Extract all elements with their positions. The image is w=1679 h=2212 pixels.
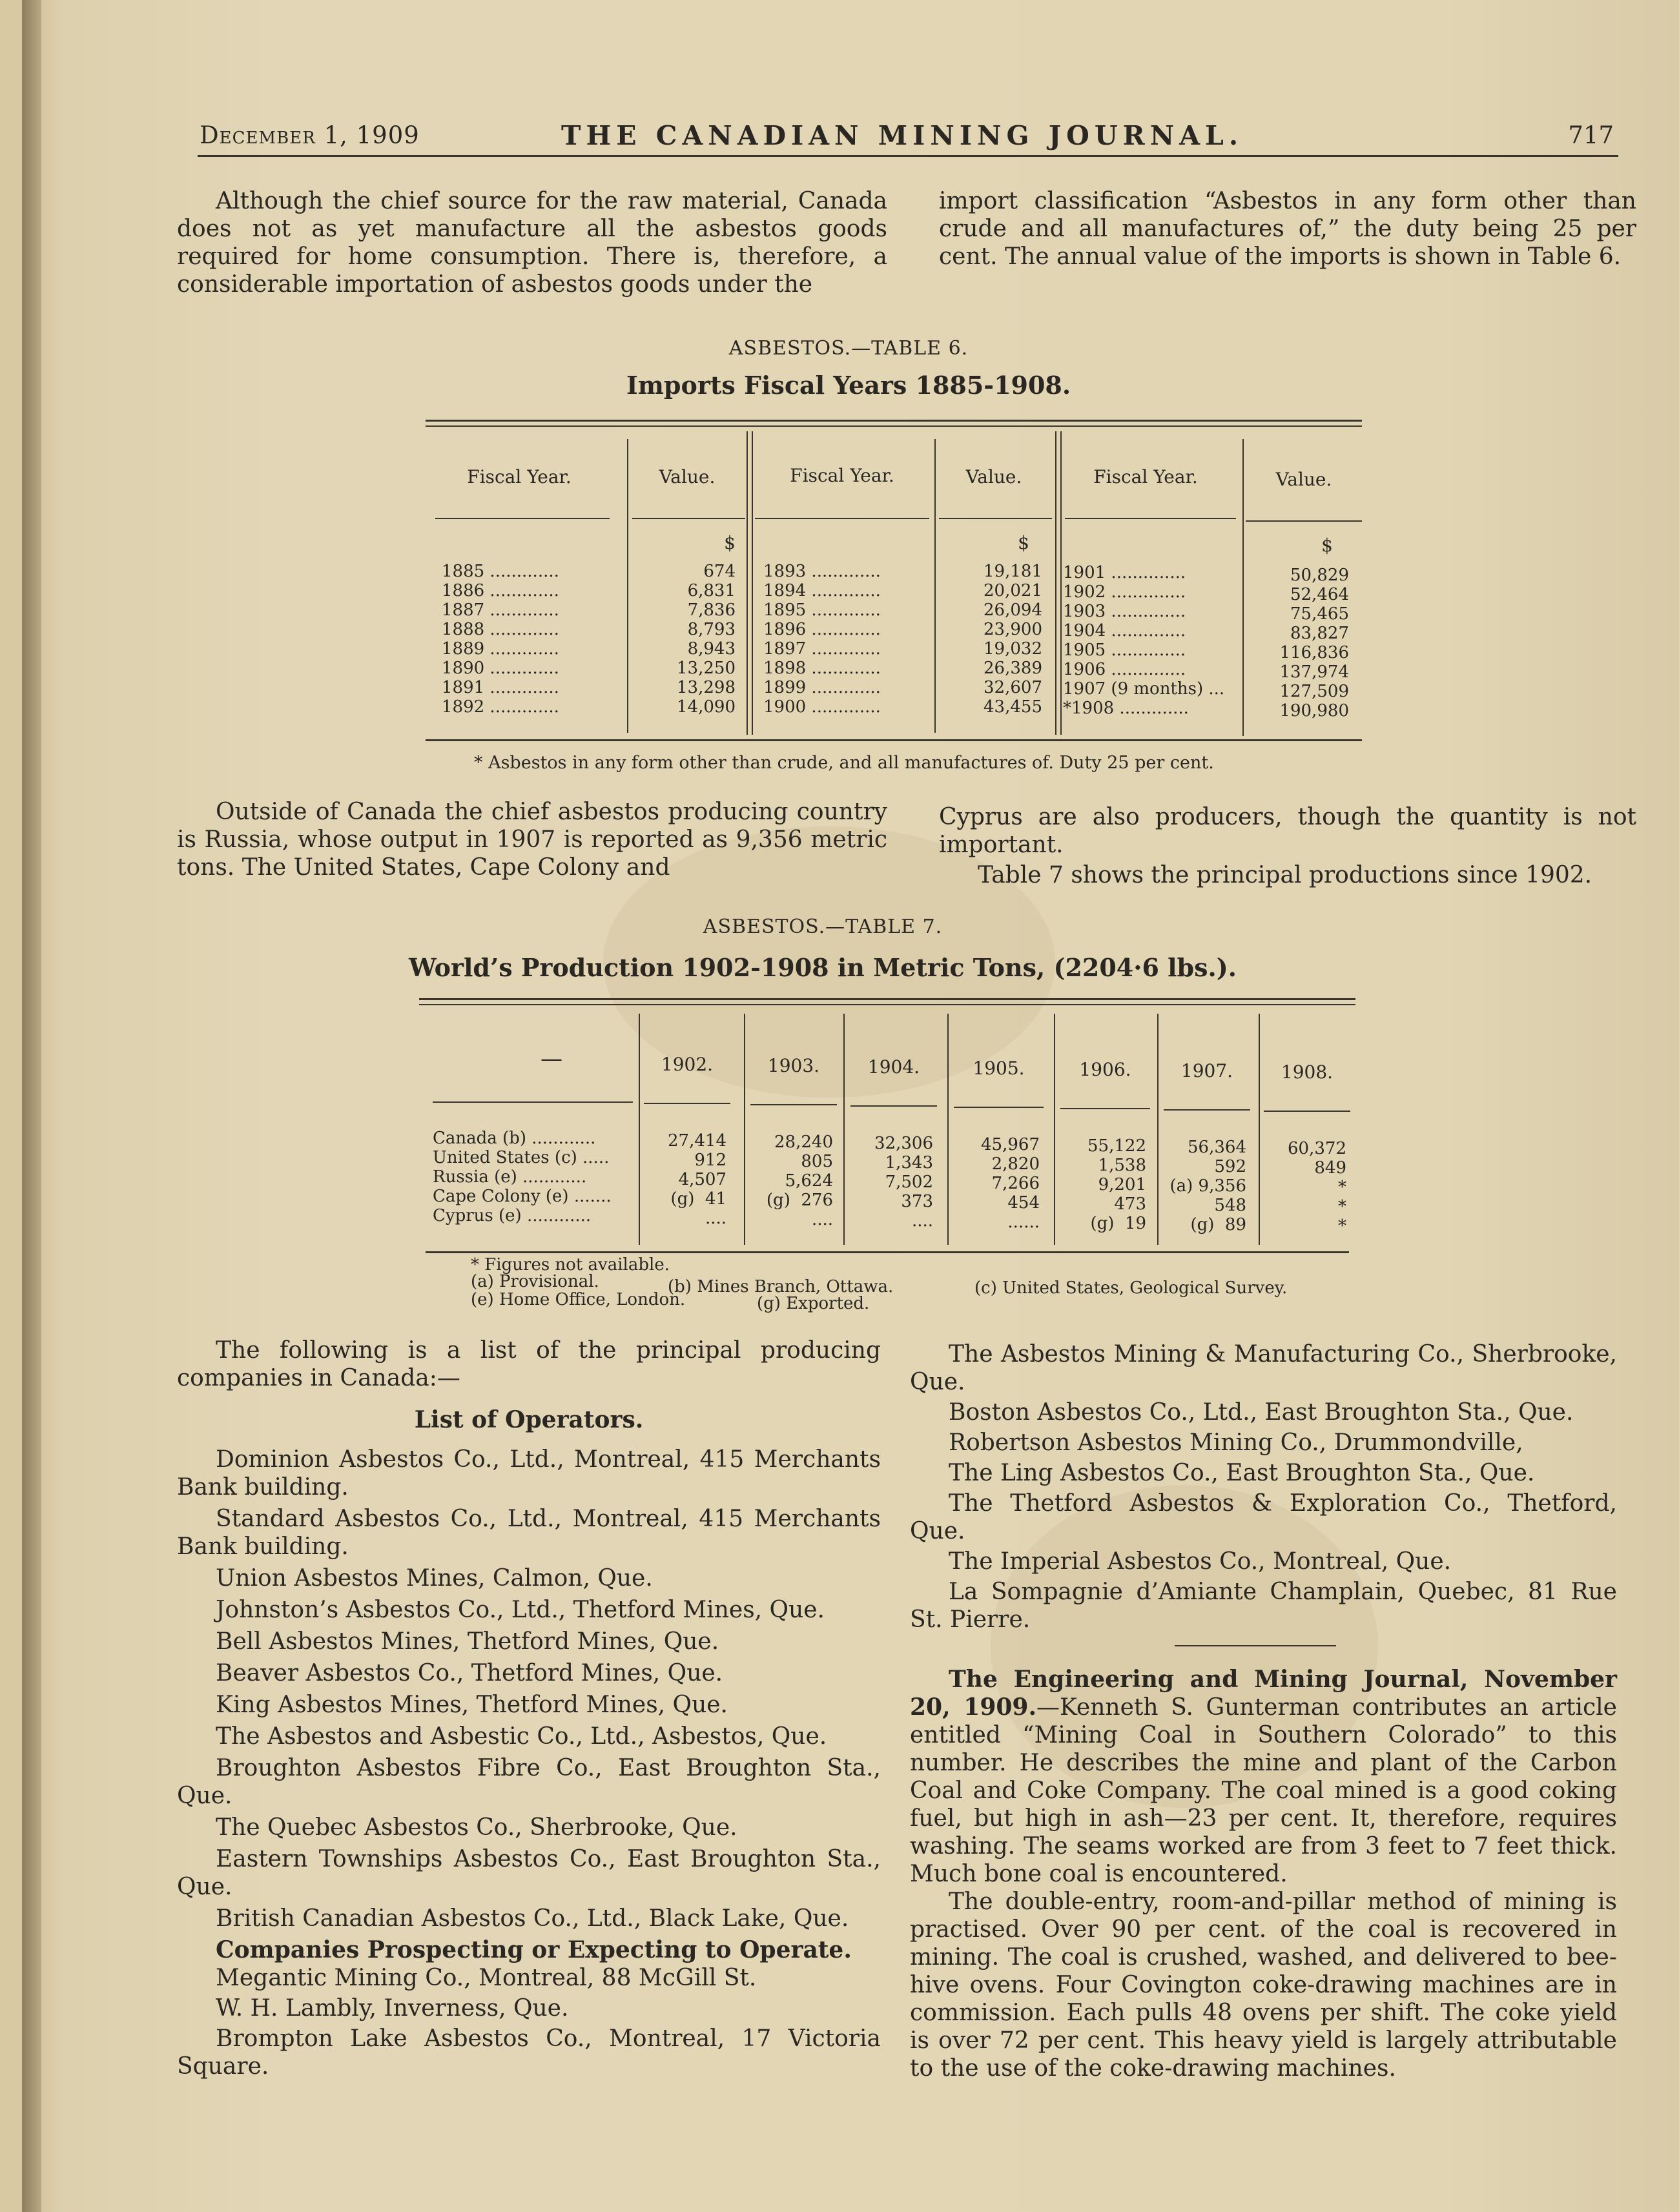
table7-data-cell: (g) 89 xyxy=(1190,1215,1246,1234)
table6-year-cell: 1892 ............. xyxy=(442,697,559,717)
table6-years-group-3 xyxy=(1063,563,1244,718)
table7-column-divider xyxy=(744,1014,745,1245)
table6-value-cell: 6,831 xyxy=(687,581,736,600)
table6-unit-3: $ xyxy=(1321,535,1333,556)
table7-data-cell: ...... xyxy=(1007,1213,1040,1232)
table6-caption: ASBESTOS.—TABLE 6. xyxy=(728,337,969,360)
table6-year-cell: 1904 .............. xyxy=(1063,621,1186,640)
operator-entry: The Asbestos and Asbestic Co., Ltd., Asbestos, Que. xyxy=(216,1723,827,1750)
table7-data-cell: * xyxy=(1338,1216,1346,1236)
table6-year-cell: 1903 .............. xyxy=(1063,602,1186,621)
table7-note-a: (a) Provisional. xyxy=(471,1272,599,1291)
operator-entry: Union Asbestos Mines, Calmon, Que. xyxy=(216,1565,653,1592)
operator-entry: La Sompagnie d’Amiante Champlain, Quebec, 81 Rue St. Pierre. xyxy=(910,1579,1617,1633)
table7-data-column xyxy=(849,1134,933,1231)
table7-note-g: (g) Exported. xyxy=(757,1294,870,1313)
table6-header-underline xyxy=(435,518,610,519)
table6-year-cell: 1893 ............. xyxy=(763,562,881,581)
table7-header-underline xyxy=(850,1105,937,1107)
table6-year-cell: *1908 ............. xyxy=(1063,699,1189,718)
table6-value-cell: 13,298 xyxy=(677,678,736,697)
table7-note-e: (e) Home Office, London. xyxy=(471,1290,686,1309)
table7-data-column xyxy=(1059,1136,1146,1233)
table6-title: Imports Fiscal Years 1885-1908. xyxy=(626,371,1071,400)
table6-year-cell: 1888 ............. xyxy=(442,620,559,639)
operator-entry: The Quebec Asbestos Co., Sherbrooke, Que. xyxy=(216,1814,737,1841)
table7-data-cell: 912 xyxy=(694,1151,726,1170)
table6-header-underline xyxy=(632,518,745,519)
table7-data-cell: 548 xyxy=(1214,1196,1246,1215)
table6-unit-2: $ xyxy=(1018,532,1029,553)
review-paragraph-2: The double-entry, room-and-pillar method of mining is practised. Over 90 per cent. of the coal is recovered in mining. The coal is crushed, washed, and delivered to bee-hive ovens. Four Covington coke-drawing machines are in commission. Each pulls 48 ovens per shift. The coke yield is over 72 per cent. This heavy yield is largely attributable to the use of the coke-drawing machines. xyxy=(910,1889,1617,2082)
table6-year-cell: 1887 ............. xyxy=(442,600,559,620)
table6-year-cell: 1897 ............. xyxy=(763,639,881,659)
table6-years-group-2 xyxy=(763,562,931,717)
table7-column-divider xyxy=(947,1014,949,1245)
table6-header-value-2: Value. xyxy=(965,466,1022,487)
prospecting-heading: Companies Prospecting or Expecting to Operate. xyxy=(216,1936,852,1963)
table7-country-cell: Russia (e) ............ xyxy=(433,1167,587,1187)
operators-left-list xyxy=(177,1446,881,1932)
table7-data-column xyxy=(643,1131,726,1228)
middle-right-paragraph-1: Cyprus are also producers, though the quantity is not important. xyxy=(939,804,1636,858)
table6-value-cell: 26,094 xyxy=(984,600,1042,620)
table6-bottom-rule xyxy=(426,739,1362,741)
operator-entry: Eastern Townships Asbestos Co., East Broughton Sta., Que. xyxy=(177,1846,881,1900)
table7-header-underline xyxy=(954,1107,1044,1108)
review-paragraph-1: —Kenneth S. Gunterman contributes an article entitled “Mining Coal in Southern Colorado” to this number. He describes the mine and plant of the Carbon Coal and Coke Company. The coal mined is a good coking fuel, but high in ash—23 per cent. It, therefore, requires washing. The seams worked are from 3 feet to 7 feet thick. Much bone coal is encountered. xyxy=(910,1694,1617,1887)
table6-year-cell: 1905 .............. xyxy=(1063,640,1186,660)
table7-data-cell: 1,343 xyxy=(885,1153,933,1173)
operator-entry: Standard Asbestos Co., Ltd., Montreal, 415 Merchants Bank building. xyxy=(177,1506,881,1560)
operator-entry: Beaver Asbestos Co., Thetford Mines, Que. xyxy=(216,1660,723,1686)
prospecting-entry: Brompton Lake Asbestos Co., Montreal, 17 Victoria Square. xyxy=(177,2025,881,2080)
table7-data-column xyxy=(1262,1139,1346,1236)
running-header xyxy=(200,121,1614,150)
middle-left-column xyxy=(177,798,887,881)
table6-year-cell: 1889 ............. xyxy=(442,639,559,659)
table6-year-cell: 1899 ............. xyxy=(763,678,881,697)
table6-group-divider xyxy=(1055,431,1062,735)
table6-value-cell: 43,455 xyxy=(984,697,1042,717)
header-date: December 1, 1909 xyxy=(200,121,420,149)
table6-year-cell: 1902 .............. xyxy=(1063,582,1186,602)
table7-header-underline xyxy=(433,1101,633,1103)
table7-header-underline xyxy=(750,1104,837,1105)
review-column xyxy=(910,1666,1617,2082)
section-separator xyxy=(1175,1645,1336,1646)
table6-header-underline xyxy=(755,518,929,519)
table6-value-cell: 23,900 xyxy=(984,620,1042,639)
table6-value-cell: 127,509 xyxy=(1279,682,1349,701)
table7-data-cell: (g) 276 xyxy=(766,1191,833,1210)
table7-header-underline xyxy=(1164,1109,1250,1111)
table7-country-column xyxy=(433,1129,639,1225)
intro-right-column xyxy=(939,187,1636,271)
table6-value-cell: 50,829 xyxy=(1290,566,1349,585)
table7-data-cell: .... xyxy=(811,1210,833,1229)
table7-data-cell: 849 xyxy=(1314,1158,1346,1178)
operators-intro: The following is a list of the principal producing companies in Canada:— xyxy=(177,1337,881,1391)
intro-right-paragraph: import classification “Asbestos in any form other than crude and all manufactures of,” the duty being 25 per cent. The annual value of the imports is shown in Table 6. xyxy=(939,188,1636,270)
table7-year-header: 1907. xyxy=(1180,1060,1233,1081)
table7-data-cell: 45,967 xyxy=(981,1135,1040,1154)
table6-header-underline xyxy=(939,518,1052,519)
table7-data-column xyxy=(749,1132,833,1229)
table6-header-underline xyxy=(1065,518,1236,519)
header-rule xyxy=(198,155,1618,157)
table7-country-cell: Canada (b) ............ xyxy=(433,1129,596,1148)
table6-year-cell: 1895 ............. xyxy=(763,600,881,620)
table7-year-header: 1902. xyxy=(661,1054,714,1075)
table7-data-cell: 1,538 xyxy=(1098,1156,1146,1175)
table7-year-header: 1904. xyxy=(867,1056,920,1078)
table6-value-cell: 8,943 xyxy=(687,639,736,659)
operator-entry: Johnston’s Asbestos Co., Ltd., Thetford Mines, Que. xyxy=(216,1597,825,1623)
table7-caption: ASBESTOS.—TABLE 7. xyxy=(703,916,943,938)
operator-entry: Broughton Asbestos Fibre Co., East Broughton Sta., Que. xyxy=(177,1755,881,1809)
table6-value-cell: 8,793 xyxy=(687,620,736,639)
middle-right-paragraph-2: Table 7 shows the principal productions since 1902. xyxy=(978,862,1592,888)
table7-data-cell: (a) 9,356 xyxy=(1169,1176,1246,1196)
table7-header-underline xyxy=(1264,1111,1350,1112)
table7-country-cell: United States (c) ..... xyxy=(433,1148,610,1167)
table6-year-cell: 1901 .............. xyxy=(1063,563,1186,582)
table6-values-group-1 xyxy=(629,562,736,717)
table7-top-rule xyxy=(419,998,1355,1005)
operators-right-column xyxy=(910,1340,1617,1636)
table7-data-cell: 28,240 xyxy=(774,1132,833,1152)
intro-left-column xyxy=(177,187,887,298)
journal-page xyxy=(22,0,1679,2212)
table6-header-fiscal-year-3: Fiscal Year. xyxy=(1093,466,1198,487)
table6-unit-1: $ xyxy=(724,532,736,553)
operators-left-column xyxy=(177,1336,881,2083)
header-journal-title: THE CANADIAN MINING JOURNAL. xyxy=(561,120,1244,151)
table7-data-column xyxy=(1162,1138,1246,1234)
table6-year-cell: 1907 (9 months) ... xyxy=(1063,679,1225,699)
table6-value-cell: 116,836 xyxy=(1279,643,1349,662)
table6-header-value-1: Value. xyxy=(659,466,716,487)
table7-data-column xyxy=(953,1135,1040,1232)
table6-value-cell: 32,607 xyxy=(984,678,1042,697)
table7-data-cell: 592 xyxy=(1214,1157,1246,1176)
binding-edge xyxy=(22,0,41,2212)
table7-data-cell: 805 xyxy=(801,1152,833,1171)
table7-data-cell: (g) 41 xyxy=(670,1189,726,1209)
operator-entry: The Ling Asbestos Co., East Broughton Sta., Que. xyxy=(949,1460,1535,1486)
table7-data-cell: 9,201 xyxy=(1098,1175,1146,1194)
table6-column-divider xyxy=(627,439,628,733)
table6-value-cell: 7,836 xyxy=(687,600,736,620)
table7-data-cell: 55,122 xyxy=(1087,1136,1146,1156)
intro-left-paragraph: Although the chief source for the raw material, Canada does not as yet manufacture all the asbestos goods required for home consumption. There is, therefore, a considerable importation of asbestos goods under the xyxy=(177,188,887,298)
table7-data-cell: 7,266 xyxy=(991,1174,1040,1193)
table7-country-cell: Cyprus (e) ............ xyxy=(433,1206,592,1225)
table6-year-cell: 1890 ............. xyxy=(442,659,559,678)
header-page-number: 717 xyxy=(1568,121,1614,149)
table7-column-divider xyxy=(1157,1014,1159,1245)
table6-header-fiscal-year-1: Fiscal Year. xyxy=(467,466,572,487)
table7-data-cell: 32,306 xyxy=(874,1134,933,1153)
table7-data-cell: 473 xyxy=(1114,1194,1146,1214)
table6-year-cell: 1900 ............. xyxy=(763,697,881,717)
table6-year-cell: 1898 ............. xyxy=(763,659,881,678)
table6-value-cell: 14,090 xyxy=(677,697,736,717)
table6-value-cell: 19,181 xyxy=(984,562,1042,581)
table7-data-cell: (g) 19 xyxy=(1090,1214,1146,1233)
table6-value-cell: 52,464 xyxy=(1290,585,1349,604)
table6-value-cell: 20,021 xyxy=(984,581,1042,600)
table7-data-cell: 4,507 xyxy=(678,1170,726,1189)
table7-header-underline xyxy=(1060,1108,1150,1109)
operator-entry: The Asbestos Mining & Manufacturing Co., Sherbrooke, Que. xyxy=(910,1341,1617,1395)
table7-column-divider xyxy=(843,1014,845,1245)
table7-data-cell: 7,502 xyxy=(885,1173,933,1192)
operators-heading: List of Operators. xyxy=(414,1406,644,1433)
table7-header-underline xyxy=(644,1103,730,1104)
table7-country-cell: Cape Colony (e) ....... xyxy=(433,1187,612,1206)
table6-top-rule xyxy=(426,420,1362,427)
prospecting-list xyxy=(177,1964,881,2080)
table7-note-c: (c) United States, Geological Survey. xyxy=(974,1278,1288,1298)
operator-entry: Bell Asbestos Mines, Thetford Mines, Que. xyxy=(216,1628,719,1655)
table6-values-group-3 xyxy=(1246,566,1349,721)
table6-years-group-1 xyxy=(442,562,623,717)
table7-column-divider xyxy=(1054,1014,1055,1245)
table6-value-cell: 83,827 xyxy=(1290,624,1349,643)
table6-group-divider xyxy=(747,431,753,735)
table7-data-cell: 373 xyxy=(901,1192,933,1211)
table6-value-cell: 190,980 xyxy=(1279,701,1349,721)
table7-data-cell: 56,364 xyxy=(1188,1138,1246,1157)
table7-data-cell: .... xyxy=(911,1211,933,1231)
table7-year-header: 1905. xyxy=(973,1058,1025,1079)
operator-entry: King Asbestos Mines, Thetford Mines, Que. xyxy=(216,1692,728,1718)
operator-entry: Robertson Asbestos Mining Co., Drummondville, xyxy=(949,1429,1523,1456)
table6-column-divider xyxy=(934,439,936,733)
table7-title: World’s Production 1902-1908 in Metric Tons, (2204·6 lbs.). xyxy=(409,953,1237,982)
table6-header-fiscal-year-2: Fiscal Year. xyxy=(790,465,894,486)
table6-header-underline xyxy=(1246,520,1362,522)
operator-entry: Dominion Asbestos Co., Ltd., Montreal, 415 Merchants Bank building. xyxy=(177,1446,881,1500)
table6-values-group-2 xyxy=(939,562,1042,717)
operators-right-list xyxy=(910,1340,1617,1633)
table6-year-cell: 1891 ............. xyxy=(442,678,559,697)
table7-note-b: (b) Mines Branch, Ottawa. xyxy=(668,1277,894,1296)
table6-value-cell: 26,389 xyxy=(984,659,1042,678)
middle-left-paragraph: Outside of Canada the chief asbestos producing country is Russia, whose output in 1907 is reported as 9,356 metric tons. The United States, Cape Colony and xyxy=(177,799,887,881)
prospecting-entry: Megantic Mining Co., Montreal, 88 McGill St. xyxy=(216,1965,757,1991)
table6-value-cell: 75,465 xyxy=(1290,604,1349,624)
table7-year-header: 1903. xyxy=(767,1055,820,1076)
prospecting-entry: W. H. Lambly, Inverness, Que. xyxy=(216,1995,569,2022)
operator-entry: British Canadian Asbestos Co., Ltd., Black Lake, Que. xyxy=(216,1905,849,1932)
table7-data-cell: * xyxy=(1338,1197,1346,1216)
table6-year-cell: 1894 ............. xyxy=(763,581,881,600)
table7-year-header: 1906. xyxy=(1079,1059,1131,1080)
operator-entry: The Imperial Asbestos Co., Montreal, Que. xyxy=(949,1548,1452,1575)
table7-bottom-rule xyxy=(426,1251,1349,1253)
table7-data-cell: 27,414 xyxy=(668,1131,726,1151)
table6-value-cell: 13,250 xyxy=(677,659,736,678)
table6-year-cell: 1886 ............. xyxy=(442,581,559,600)
table6-value-cell: 19,032 xyxy=(984,639,1042,659)
review-heading: The Engineering and Mining Journal, November 20, 1909. xyxy=(910,1666,1617,1721)
table7-note-star: * Figures not available. xyxy=(471,1255,670,1275)
table7-data-cell: 5,624 xyxy=(785,1171,833,1191)
operator-entry: The Thetford Asbestos & Exploration Co., Thetford, Que. xyxy=(910,1490,1617,1544)
table7-column-divider xyxy=(1259,1014,1260,1245)
table6-value-cell: 674 xyxy=(703,562,736,581)
table6-footnote: * Asbestos in any form other than crude, and all manufactures of. Duty 25 per cent. xyxy=(474,753,1214,773)
operator-entry: Boston Asbestos Co., Ltd., East Broughton Sta., Que. xyxy=(949,1399,1574,1426)
table6-year-cell: 1906 .............. xyxy=(1063,660,1186,679)
table7-data-cell: 2,820 xyxy=(991,1154,1040,1174)
table6-year-cell: 1896 ............. xyxy=(763,620,881,639)
table7-data-cell: 60,372 xyxy=(1288,1139,1346,1158)
table7-data-cell: 454 xyxy=(1007,1193,1040,1213)
table7-year-header: 1908. xyxy=(1281,1061,1334,1083)
middle-right-column xyxy=(939,803,1636,889)
table7-data-cell: .... xyxy=(705,1209,726,1228)
table6-header-value-3: Value. xyxy=(1275,469,1332,490)
table7-data-cell: * xyxy=(1338,1178,1346,1197)
table6-year-cell: 1885 ............. xyxy=(442,562,559,581)
table7-corner-dash: — xyxy=(541,1046,562,1072)
table6-value-cell: 137,974 xyxy=(1279,662,1349,682)
